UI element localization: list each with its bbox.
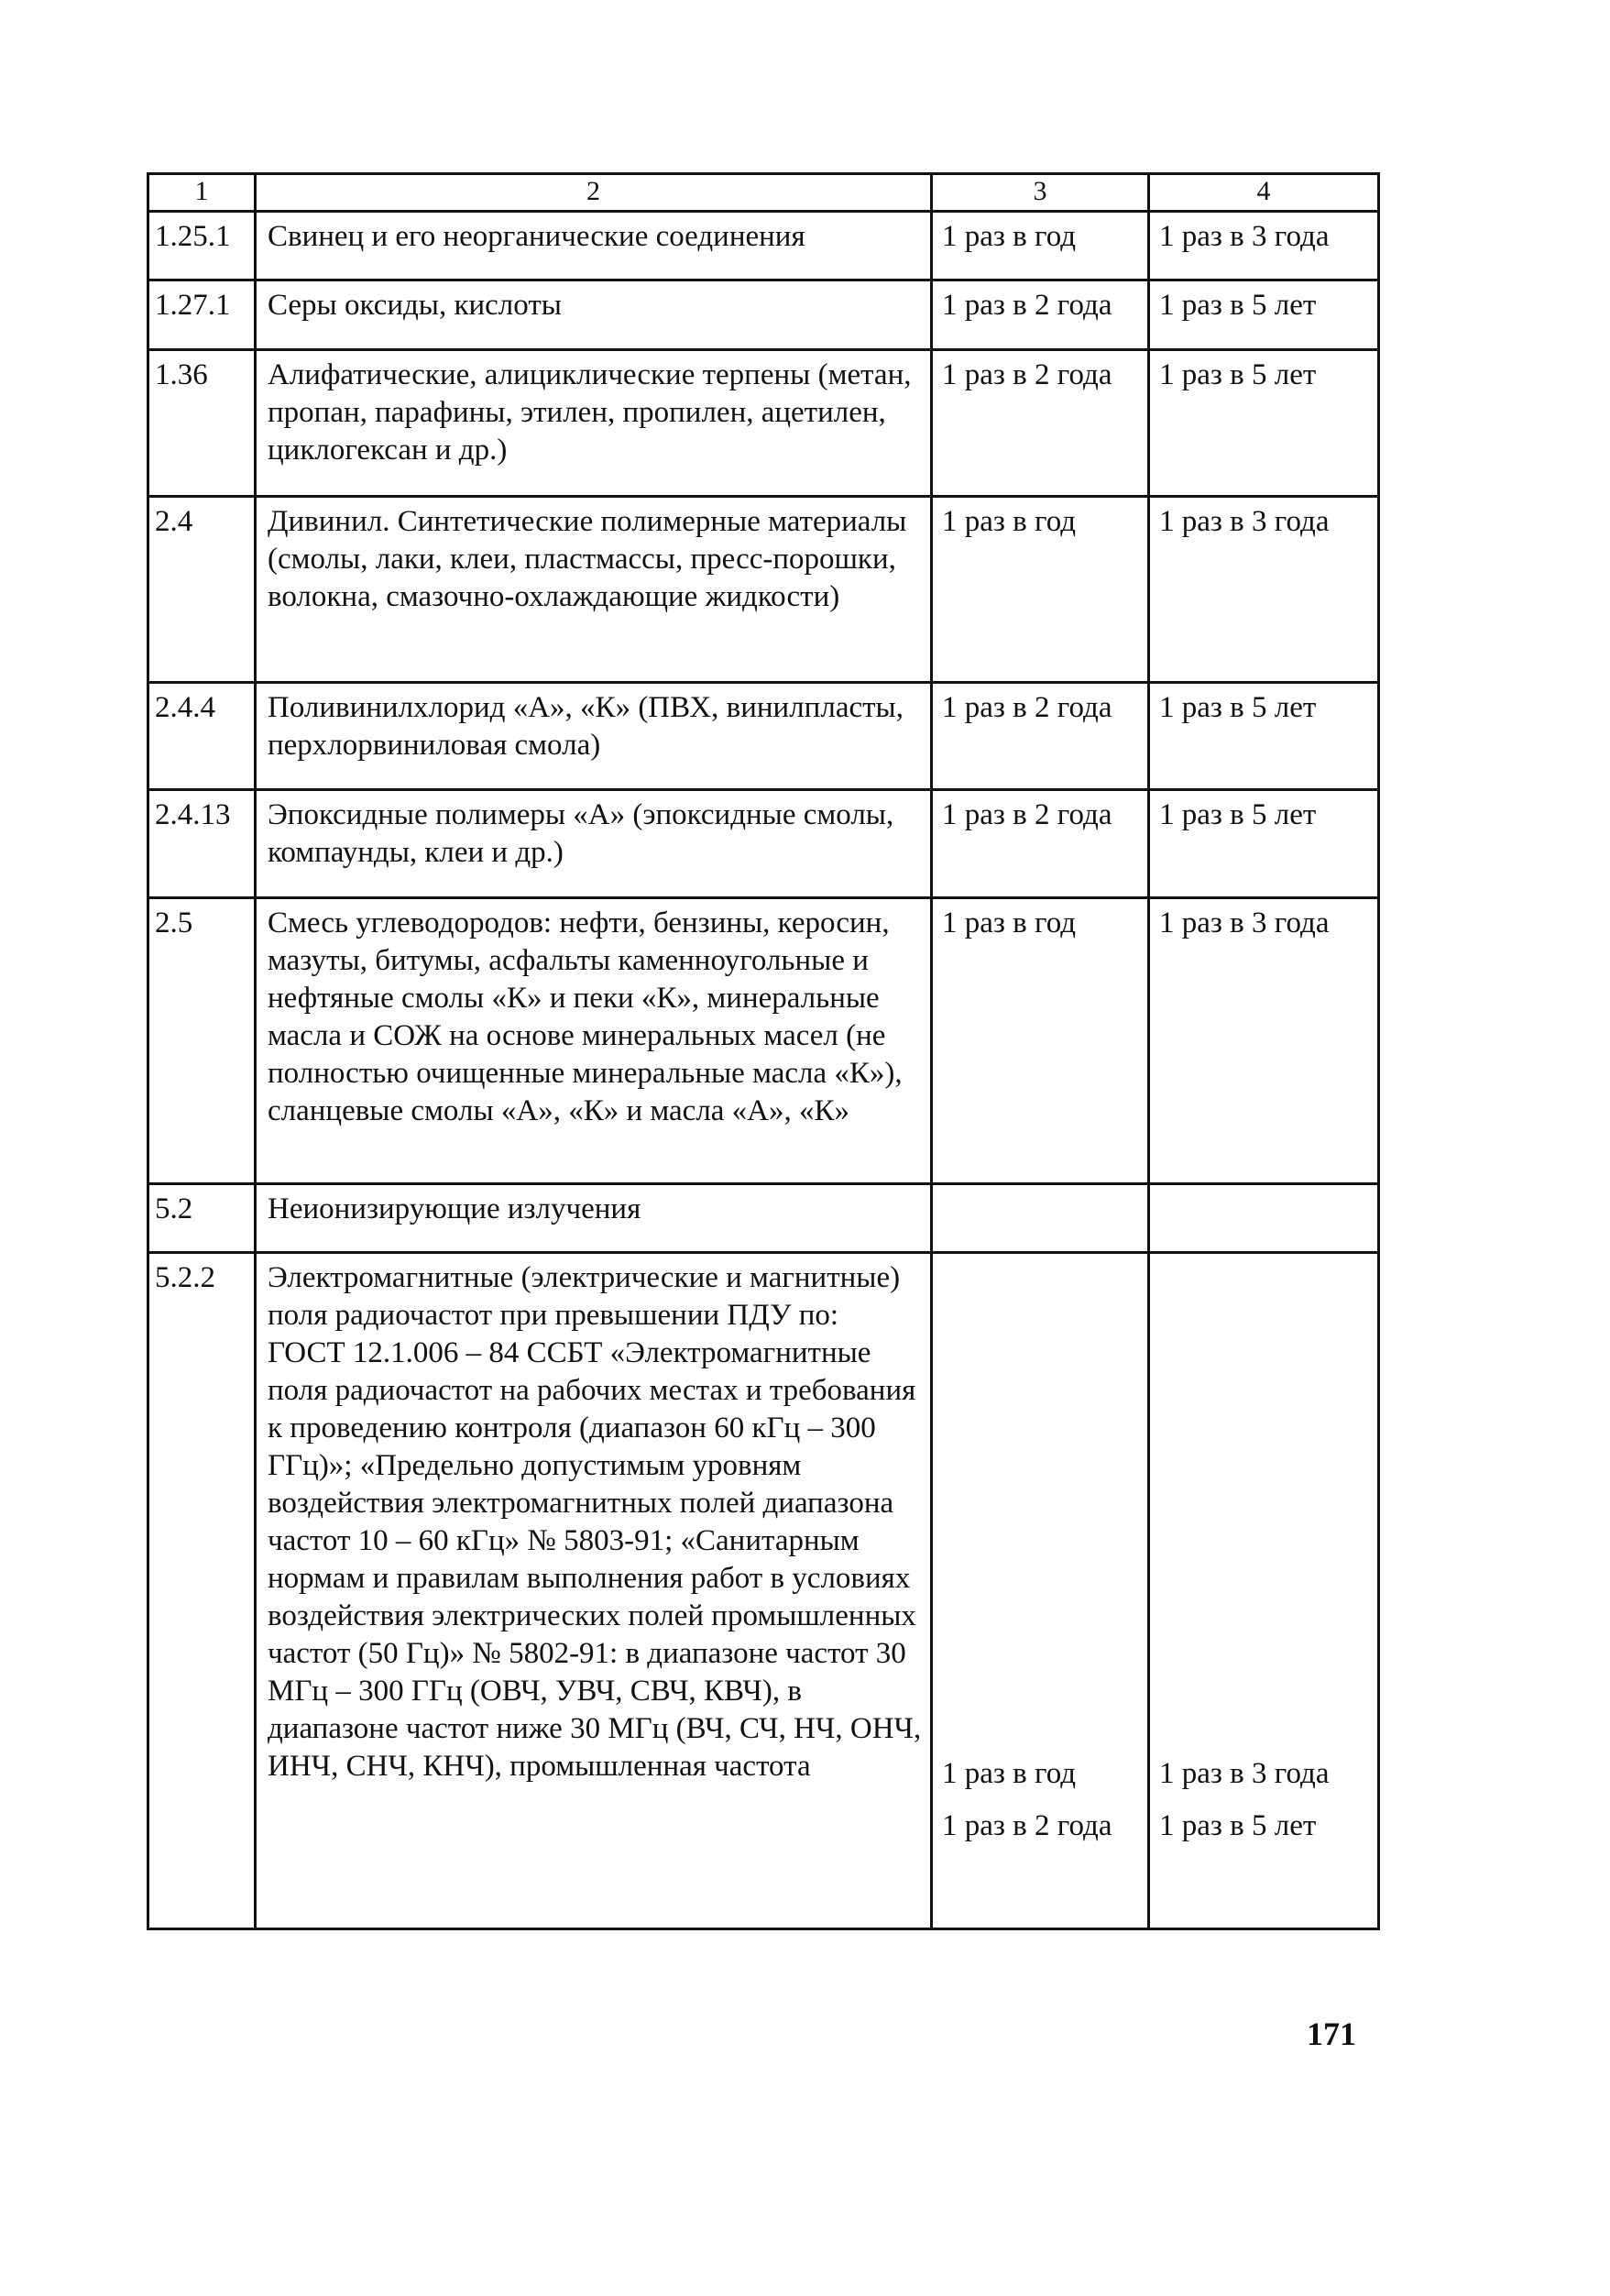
row-frequency-2: 1 раз в 5 лет <box>1149 683 1379 790</box>
table-row <box>148 497 1379 683</box>
row-frequency-2: 1 раз в 5 лет <box>1149 280 1379 350</box>
row-description: Серы оксиды, кислоты <box>256 280 932 350</box>
row-frequency-1-b: 1 раз в 2 года <box>942 1809 1112 1842</box>
row-frequency-2: 1 раз в 5 лет <box>1149 790 1379 898</box>
row-frequency-1: 1 раз в 2 года <box>932 350 1149 497</box>
row-code: 1.27.1 <box>148 280 256 350</box>
row-frequency-1: 1 раз в год <box>932 898 1149 1184</box>
table-row <box>148 350 1379 497</box>
row-code: 5.2.2 <box>148 1253 256 1929</box>
header-cell: 1 <box>148 174 256 212</box>
table-row <box>148 212 1379 280</box>
row-frequency-1: 1 раз в 2 года <box>932 683 1149 790</box>
row-frequency-1: 1 раз в год <box>932 497 1149 683</box>
row-description: Смесь углеводородов: нефти, бензины, керосин, мазуты, битумы, асфальты каменноугольные и нефтяные смолы «К» и пеки «К», минеральные масла и СОЖ на основе минеральных масел (не полностью очищенные минеральные масла «К»), сланцевые смолы «А», «К» и масла «А», «К» <box>256 898 932 1184</box>
row-description: Неионизирующие излучения <box>256 1184 932 1253</box>
row-code: 5.2 <box>148 1184 256 1253</box>
row-frequency-2: 1 раз в 3 года <box>1149 497 1379 683</box>
table-row <box>148 790 1379 898</box>
header-cell: 3 <box>932 174 1149 212</box>
row-frequency-2 <box>1149 1184 1379 1253</box>
table-row <box>148 898 1379 1184</box>
row-code: 1.36 <box>148 350 256 497</box>
row-description: Свинец и его неорганические соединения <box>256 212 932 280</box>
row-description: Поливинилхлорид «А», «К» (ПВХ, винилпласты, перхлорвиниловая смола) <box>256 683 932 790</box>
row-code: 2.4 <box>148 497 256 683</box>
row-code: 2.4.4 <box>148 683 256 790</box>
row-code: 2.4.13 <box>148 790 256 898</box>
table-row <box>148 280 1379 350</box>
table-row <box>148 1184 1379 1253</box>
page-number: 171 <box>1307 2016 1356 2052</box>
row-frequency-2: 1 раз в 5 лет <box>1149 350 1379 497</box>
header-cell: 4 <box>1149 174 1379 212</box>
row-frequency-2: 1 раз в 3 года <box>1149 898 1379 1184</box>
header-cell: 2 <box>256 174 932 212</box>
row-frequency-1: 1 раз в 2 года <box>932 790 1149 898</box>
row-frequency-cell <box>1149 1253 1379 1929</box>
row-code: 2.5 <box>148 898 256 1184</box>
table-row <box>148 683 1379 790</box>
document-table <box>147 172 1380 1930</box>
row-frequency-2: 1 раз в 3 года <box>1149 212 1379 280</box>
row-description: Дивинил. Синтетические полимерные материалы (смолы, лаки, клеи, пластмассы, пресс-порошки, волокна, смазочно-охлаждающие жидкости) <box>256 497 932 683</box>
row-frequency-2-a: 1 раз в 3 года <box>1159 1757 1330 1790</box>
row-frequency-1: 1 раз в 2 года <box>932 280 1149 350</box>
row-frequency-2-b: 1 раз в 5 лет <box>1159 1809 1317 1842</box>
row-description: Алифатические, алициклические терпены (метан, пропан, парафины, этилен, пропилен, ацетилен, циклогексан и др.) <box>256 350 932 497</box>
row-frequency-1-a: 1 раз в год <box>942 1757 1077 1790</box>
row-frequency-1 <box>932 1184 1149 1253</box>
row-code: 1.25.1 <box>148 212 256 280</box>
table-row <box>148 1253 1379 1929</box>
row-description: Эпоксидные полимеры «А» (эпоксидные смолы, компаунды, клеи и др.) <box>256 790 932 898</box>
row-frequency-1: 1 раз в год <box>932 212 1149 280</box>
row-frequency-cell <box>932 1253 1149 1929</box>
table-header-row <box>148 174 1379 212</box>
row-description: Электромагнитные (электрические и магнитные) поля радиочастот при превышении ПДУ по: ГОСТ 12.1.006 – 84 ССБТ «Электромагнитные поля радиочастот на рабочих местах и требования к проведению контроля (диапазон 60 кГц – 300 ГГц)»; «Предельно допустимым уровням воздействия электромагнитных полей диапазона частот 10 – 60 кГц» № 5803-91; «Санитарным нормам и правилам выполнения работ в условиях воздействия электрических полей промышленных частот (50 Гц)» № 5802-91: в диапазоне частот 30 МГц – 300 ГГц (ОВЧ, УВЧ, СВЧ, КВЧ), в диапазоне частот ниже 30 МГц (ВЧ, СЧ, НЧ, ОНЧ, ИНЧ, СНЧ, КНЧ), промышленная частота <box>256 1253 932 1929</box>
